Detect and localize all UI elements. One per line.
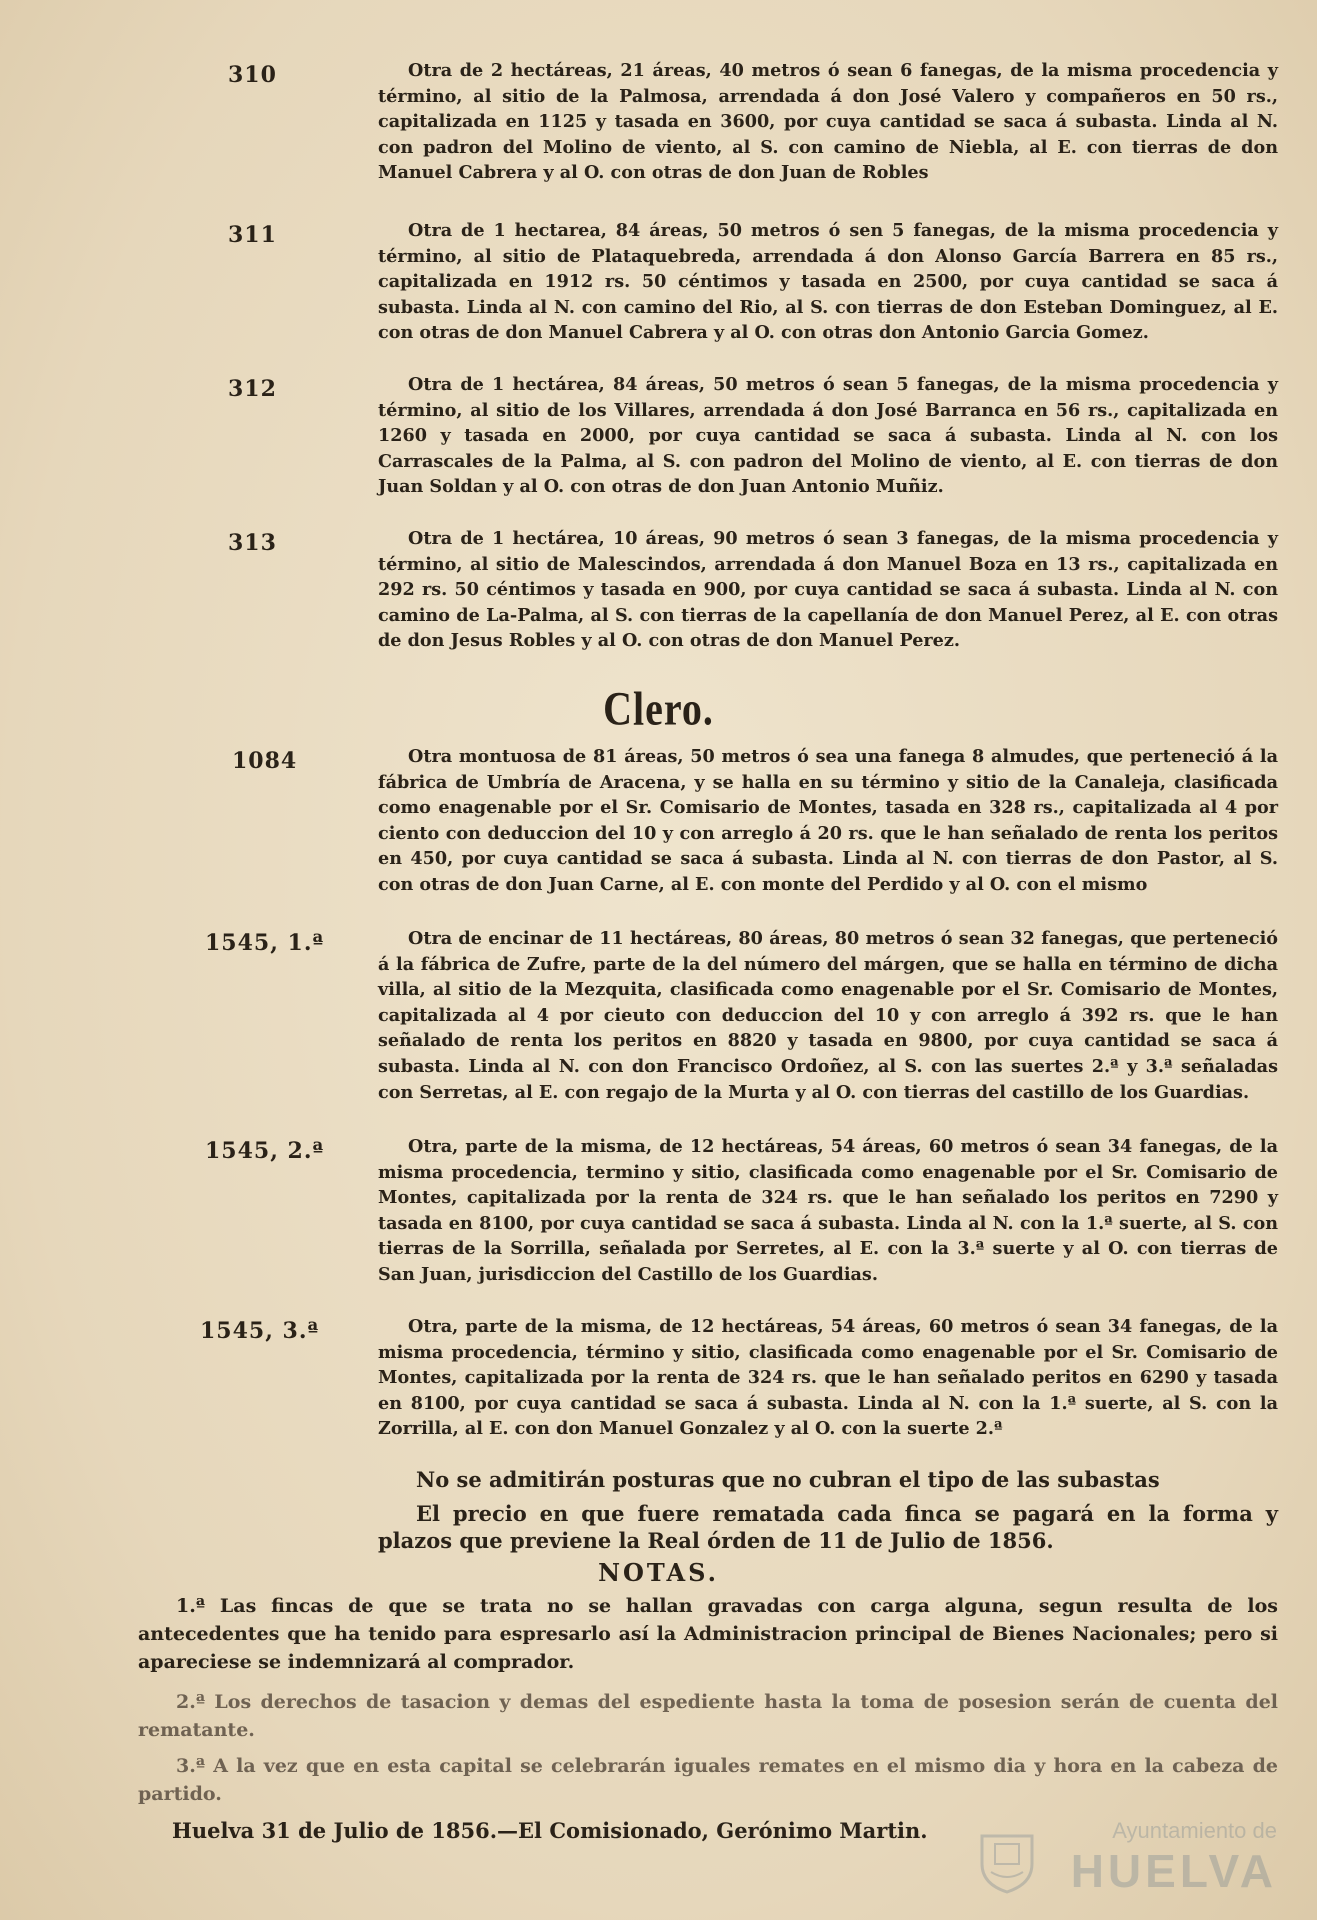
watermark-line1: Ayuntamiento de [1112, 1818, 1277, 1843]
watermark-line2: HUELVA [1070, 1845, 1277, 1897]
note-3: 3.ª A la vez que en esta capital se celebrarán iguales remates en el mismo dia y hora en la cabeza de partido. [138, 1755, 1278, 1805]
entry-text: Otra de encinar de 11 hectáreas, 80 áreas, 80 metros ó sean 32 fanegas, que perteneció á la fábrica de Zufre, parte de la del número del márgen, que se halla en término de dicha villa, al sitio de la Mezquita, clasificada como enagenable por el Sr. Comisario de Montes, capitalizada al 4 por cieuto con deduccion del 10 y con arreglo á 392 rs. que le han señalado de renta los peritos en 8820 y tasada en 9800, por cuya cantidad se saca á subasta. Linda al N. con don Francisco Ordoñez, al S. con las suertes 2.ª y 3.ª señaladas con Serretas, al E. con regajo de la Murta y al O. con tierras del castillo de los Guardias. [378, 928, 1278, 1103]
notes-title: NOTAS. [598, 1558, 719, 1587]
entry-number: 1545, 1.ª [205, 930, 325, 956]
section-heading: Clero. [603, 681, 714, 736]
entry-number: 312 [228, 376, 277, 402]
entry-number: 1545, 3.ª [200, 1318, 320, 1344]
watermark [977, 1810, 1277, 1900]
entry-number: 313 [228, 530, 277, 556]
note-1: 1.ª Las fincas de que se trata no se hallan gravadas con carga alguna, segun resulta de los antecedentes que ha tenido para espresarlo así la Administracion principal de Bienes Nacionales; pero si apareciese se indemnizará al comprador. [138, 1595, 1278, 1673]
entry-text: Otra de 1 hectarea, 84 áreas, 50 metros ó sen 5 fanegas, de la misma procedencia y término, al sitio de Plataquebreda, arrendada á don Alonso García Barrera en 85 rs., capitalizada en 1912 rs. 50 céntimos y tasada en 2500, por cuya cantidad se saca á subasta. Linda al N. con camino del Rio, al S. con tierras de don Esteban Dominguez, al E. con otras de don Manuel Cabrera y al O. con otras don Antonio Garcia Gomez. [378, 220, 1278, 344]
entry-text: Otra de 1 hectárea, 84 áreas, 50 metros ó sean 5 fanegas, de la misma procedencia y término, al sitio de los Villares, arrendada á don José Barranca en 56 rs., capitalizada en 1260 y tasada en 2000, por cuya cantidad se saca á subasta. Linda al N. con los Carrascales de la Palma, al S. con padron del Molino de viento, al E. con tierras de don Juan Soldan y al O. con otras de don Juan Antonio Muñiz. [378, 374, 1278, 498]
entry-text: Otra montuosa de 81 áreas, 50 metros ó sea una fanega 8 almudes, que perteneció á la fábrica de Umbría de Aracena, y se halla en su término y sitio de la Canaleja, clasificada como enagenable por el Sr. Comisario de Montes, tasada en 328 rs., capitalizada al 4 por ciento con deduccion del 10 y con arreglo á 20 rs. que le han señalado de renta los peritos en 450, por cuya cantidad se saca á subasta. Linda al N. con tierras de don Pastor, al S. con otras de don Juan Carne, al E. con monte del Perdido y al O. con el mismo [378, 746, 1278, 895]
closing-paragraph: El precio en que fuere rematada cada finca se pagará en la forma y plazos que previene la Real órden de 11 de Julio de 1856. [378, 1501, 1278, 1553]
entry-text: Otra de 1 hectárea, 10 áreas, 90 metros ó sean 3 fanegas, de la misma procedencia y término, al sitio de Malescindos, arrendada á don Manuel Boza en 13 rs., capitalizada en 292 rs. 50 céntimos y tasada en 900, por cuya cantidad se saca á subasta. Linda al N. con camino de La-Palma, al S. con tierras de la capellanía de don Manuel Perez, al E. con otras de don Jesus Robles y al O. con otras de don Manuel Perez. [378, 528, 1278, 652]
entry-number: 310 [228, 62, 277, 88]
entry-number: 1545, 2.ª [205, 1138, 325, 1164]
signature-line: Huelva 31 de Julio de 1856.—El Comisionado, Gerónimo Martin. [172, 1818, 928, 1843]
closing-paragraph: No se admitirán posturas que no cubran el tipo de las subastas [416, 1467, 1160, 1492]
entry-text: Otra de 2 hectáreas, 21 áreas, 40 metros ó sean 6 fanegas, de la misma procedencia y término, al sitio de la Palmosa, arrendada á don José Valero y compañeros en 50 rs., capitalizada en 1125 y tasada en 3600, por cuya cantidad se saca á subasta. Linda al N. con padron del Molino de viento, al S. con camino de Niebla, al E. con tierras de don Manuel Cabrera y al O. con otras de don Juan de Robles [378, 60, 1278, 184]
entry-number: 311 [228, 222, 277, 248]
entry-number: 1084 [232, 748, 298, 774]
entry-text: Otra, parte de la misma, de 12 hectáreas, 54 áreas, 60 metros ó sean 34 fanegas, de la misma procedencia, termino y sitio, clasificada como enagenable por el Sr. Comisario de Montes, capitalizada por la renta de 324 rs. que le han señalado los peritos en 7290 y tasada en 8100, por cuya cantidad se saca á subasta. Linda al N. con la 1.ª suerte, al S. con tierras de la Sorrilla, señalada por Serretes, al E. con la 3.ª suerte y al O. con tierras de San Juan, jurisdiccion del Castillo de los Guardias. [378, 1136, 1278, 1285]
entry-text: Otra, parte de la misma, de 12 hectáreas, 54 áreas, 60 metros ó sean 34 fanegas, de la misma procedencia, término y sitio, clasificada como enagenable por el Sr. Comisario de Montes, capitalizada por la renta de 324 rs. que le han señalado peritos en 6290 y tasada en 8100, por cuya cantidad se saca á subasta. Linda al N. con la 1.ª suerte, al S. con la Zorrilla, al E. con don Manuel Gonzalez y al O. con la suerte 2.ª [378, 1316, 1278, 1440]
note-2: 2.ª Los derechos de tasacion y demas del espediente hasta la toma de posesion serán de cuenta del rematante. [138, 1691, 1278, 1741]
coat-of-arms-icon [977, 1830, 1037, 1894]
